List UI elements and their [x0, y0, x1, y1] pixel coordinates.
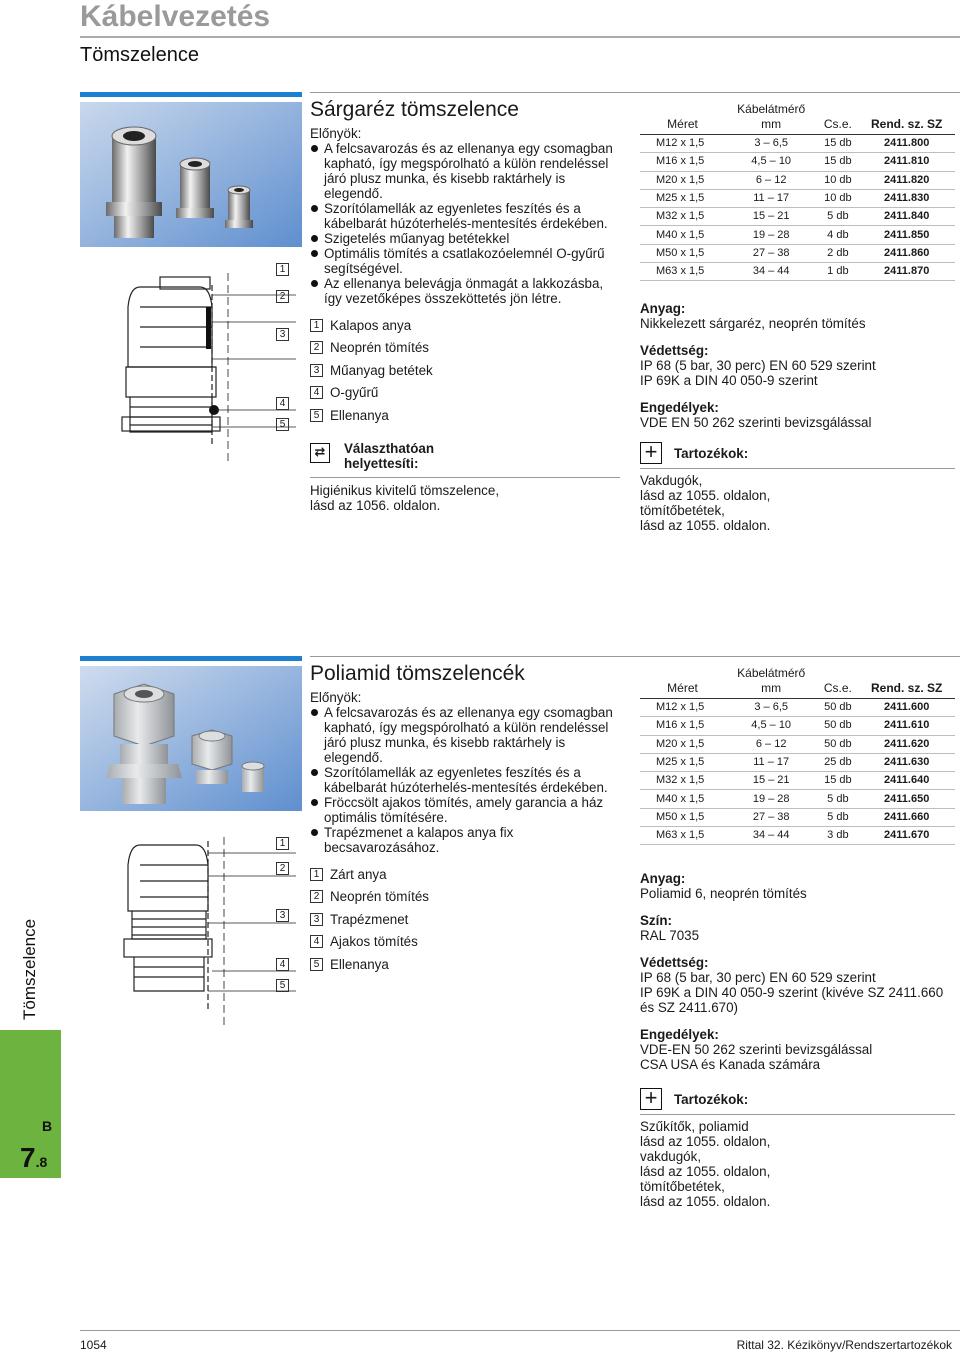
- replacement-block: [310, 441, 620, 471]
- replacement-text-1: Higiénikus kivitelű tömszelence,: [310, 482, 500, 498]
- part-item: [310, 953, 620, 976]
- accessories-header: [640, 439, 955, 469]
- callout-1: 1: [276, 837, 289, 850]
- accessories-label: Tartozékok:: [674, 1091, 749, 1107]
- list-item: Az ellenanya belevágja önmagát a lakkozásba, így vezetőképes összeköttetés jön létre.: [310, 276, 620, 306]
- table-row: M40 x 1,5 19 – 28 4 db 2411.850: [640, 226, 955, 244]
- part-item: [310, 863, 620, 886]
- order-table: [640, 666, 955, 845]
- protection-value: IP 68 (5 bar, 30 perc) EN 60 529 szerint: [640, 358, 876, 374]
- list-item: Szorítólamellák az egyenletes feszítés és a kábelbarát húzóterhelés-mentesítés érdekében.: [310, 201, 620, 231]
- protection-value: IP 68 (5 bar, 30 perc) EN 60 529 szerint: [640, 970, 876, 986]
- section-accent-bar: [80, 92, 302, 97]
- table-row: M32 x 1,5 15 – 21 5 db 2411.840: [640, 208, 955, 226]
- col-cable: Kábelátmérő mm: [725, 666, 817, 699]
- material-label: Anyag:: [640, 871, 686, 887]
- footer-source: Rittal 32. Kézikönyv/Rendszertartozékok: [736, 1338, 952, 1352]
- part-label: Műanyag betétek: [330, 362, 433, 378]
- material-value: Nikkelezett sárgaréz, neoprén tömítés: [640, 316, 866, 332]
- section-brass: [80, 92, 960, 552]
- approvals-label: Engedélyek:: [640, 400, 719, 416]
- material-label: Anyag:: [640, 301, 686, 317]
- section-accent-bar: [80, 656, 302, 661]
- part-label: Ajakos tömítés: [330, 934, 418, 950]
- accessory-line: lásd az 1055. oldalon,: [640, 488, 771, 504]
- color-value: RAL 7035: [640, 928, 700, 944]
- part-label: Trapézmenet: [330, 911, 409, 927]
- part-number: 5: [310, 958, 323, 971]
- accessories-list: [640, 1119, 955, 1209]
- accessory-line: lásd az 1055. oldalon.: [640, 1194, 771, 1210]
- part-item: [310, 886, 620, 909]
- callout-3: 3: [276, 328, 289, 341]
- section-title: Sárgaréz tömszelence: [310, 98, 519, 121]
- protection-label: Védettség:: [640, 343, 709, 359]
- product-photo-polyamide: [80, 666, 302, 811]
- side-tab-letter: B: [42, 1118, 53, 1134]
- callout-4: 4: [276, 958, 289, 971]
- advantages-label: Előnyök:: [310, 690, 362, 705]
- callout-5: 5: [276, 418, 289, 431]
- approvals-value: CSA USA és Kanada számára: [640, 1057, 821, 1073]
- col-order: Rend. sz. SZ: [858, 102, 955, 135]
- callout-5: 5: [276, 979, 289, 992]
- advantages-label: Előnyök:: [310, 126, 362, 141]
- col-order: Rend. sz. SZ: [858, 666, 955, 699]
- section-polyamide: [80, 656, 960, 1216]
- cross-section-drawing-brass: [100, 264, 300, 467]
- list-item: Fröccsölt ajakos tömítés, amely garancia a ház optimális tömítésére.: [310, 795, 620, 825]
- part-item: [310, 404, 620, 427]
- part-item: [310, 337, 620, 360]
- plus-icon: +: [640, 1088, 662, 1110]
- part-item: [310, 314, 620, 337]
- page-title: Kábelvezetés: [80, 0, 271, 33]
- part-item: [310, 908, 620, 931]
- callout-1: 1: [276, 263, 289, 276]
- page-subtitle: Tömszelence: [80, 44, 199, 66]
- section-top-rule: [310, 92, 960, 93]
- section-specs-brass: [640, 102, 955, 533]
- list-item: Optimális tömítés a csatlakozóelemnél O-gyűrű segítségével.: [310, 246, 620, 276]
- part-label: Kalapos anya: [330, 317, 412, 333]
- replacement-label-2: helyettesíti:: [344, 455, 419, 471]
- plus-icon: +: [640, 442, 662, 464]
- part-label: Ellenanya: [330, 407, 389, 423]
- accessory-line: Szűkítők, poliamid: [640, 1119, 749, 1135]
- table-row: M63 x 1,5 34 – 44 1 db 2411.870: [640, 263, 955, 281]
- table-row: M25 x 1,5 11 – 17 10 db 2411.830: [640, 189, 955, 207]
- accessories-header: [640, 1085, 955, 1115]
- color-label: Szín:: [640, 913, 672, 929]
- section-top-rule: [310, 656, 960, 657]
- table-row: M12 x 1,5 3 – 6,5 50 db 2411.600: [640, 699, 955, 717]
- side-tab-number: 7.8: [20, 1142, 48, 1173]
- callout-4: 4: [276, 397, 289, 410]
- advantages-list: [310, 705, 620, 855]
- part-number: 2: [310, 890, 323, 903]
- list-item: Trapézmenet a kalapos anya fix becsavarozásához.: [310, 825, 620, 855]
- part-item: [310, 359, 620, 382]
- part-label: Ellenanya: [330, 956, 389, 972]
- table-row: M25 x 1,5 11 – 17 25 db 2411.630: [640, 753, 955, 771]
- part-number: 1: [310, 319, 323, 332]
- swap-arrows-icon: ⇄: [310, 443, 330, 463]
- protection-value: IP 69K a DIN 40 050-9 szerint: [640, 373, 818, 389]
- table-row: M40 x 1,5 19 – 28 5 db 2411.650: [640, 790, 955, 808]
- accessories-list: [640, 473, 955, 533]
- product-photo-brass: [80, 102, 302, 247]
- footer-rule: [80, 1330, 960, 1331]
- table-row: M12 x 1,5 3 – 6,5 15 db 2411.800: [640, 135, 955, 153]
- accessory-line: lásd az 1055. oldalon,: [640, 1164, 771, 1180]
- list-item: A felcsavarozás és az ellenanya egy csomagban kapható, így megspórolható a külön rendeléssel járó plusz munka, és kisebb raktárhely is elegendő.: [310, 141, 620, 201]
- replacement-label-1: Választhatóan: [344, 440, 435, 456]
- approvals-label: Engedélyek:: [640, 1027, 719, 1043]
- part-number: 4: [310, 386, 323, 399]
- advantages-list: [310, 141, 620, 306]
- part-item: [310, 931, 620, 954]
- part-number: 1: [310, 868, 323, 881]
- callout-2: 2: [276, 290, 289, 303]
- accessory-line: lásd az 1055. oldalon.: [640, 518, 771, 534]
- list-item: A felcsavarozás és az ellenanya egy csomagban kapható, így megspórolható a külön rendeléssel járó plusz munka, és kisebb raktárhely is elegendő.: [310, 705, 620, 765]
- accessory-line: tömítőbetétek,: [640, 503, 725, 519]
- section-description-polyamide: [310, 662, 620, 976]
- protection-value: IP 69K a DIN 40 050-9 szerint (kivéve SZ 2411.660: [640, 985, 944, 1001]
- col-size: Méret: [640, 666, 725, 699]
- table-row: M50 x 1,5 27 – 38 2 db 2411.860: [640, 244, 955, 262]
- table-row: M20 x 1,5 6 – 12 50 db 2411.620: [640, 735, 955, 753]
- part-label: Zárt anya: [330, 866, 387, 882]
- part-number: 5: [310, 409, 323, 422]
- protection-label: Védettség:: [640, 955, 709, 971]
- part-number: 4: [310, 935, 323, 948]
- protection-value: és SZ 2411.670): [640, 1000, 739, 1016]
- table-row: M16 x 1,5 4,5 – 10 15 db 2411.810: [640, 153, 955, 171]
- part-label: Neoprén tömítés: [330, 889, 429, 905]
- col-cable: Kábelátmérő mm: [725, 102, 817, 135]
- approvals-value: VDE-EN 50 262 szerinti bevizsgálással: [640, 1042, 873, 1058]
- header-rule: [80, 36, 960, 38]
- callout-2: 2: [276, 862, 289, 875]
- part-number: 2: [310, 341, 323, 354]
- table-row: M16 x 1,5 4,5 – 10 50 db 2411.610: [640, 717, 955, 735]
- table-row: M63 x 1,5 34 – 44 3 db 2411.670: [640, 827, 955, 845]
- section-specs-polyamide: [640, 666, 955, 1209]
- col-pack: Cs.e.: [817, 102, 858, 135]
- part-number: 3: [310, 913, 323, 926]
- accessory-line: tömítőbetétek,: [640, 1179, 725, 1195]
- parts-legend: [310, 863, 620, 976]
- section-description-brass: [310, 98, 620, 513]
- table-row: M20 x 1,5 6 – 12 10 db 2411.820: [640, 171, 955, 189]
- callout-3: 3: [276, 909, 289, 922]
- list-item: Szorítólamellák az egyenletes feszítés és a kábelbarát húzóterhelés-mentesítés érdekében.: [310, 765, 620, 795]
- side-tab-label: Tömszelence: [20, 918, 39, 1020]
- list-item: Szigetelés műanyag betétekkel: [310, 231, 620, 246]
- col-size: Méret: [640, 102, 725, 135]
- replacement-text-2: lásd az 1056. oldalon.: [310, 497, 441, 513]
- order-table: [640, 102, 955, 281]
- part-label: Neoprén tömítés: [330, 340, 429, 356]
- parts-legend: [310, 314, 620, 427]
- col-pack: Cs.e.: [817, 666, 858, 699]
- accessory-line: lásd az 1055. oldalon,: [640, 1134, 771, 1150]
- table-row: M50 x 1,5 27 – 38 5 db 2411.660: [640, 808, 955, 826]
- part-item: [310, 382, 620, 405]
- material-value: Poliamid 6, neoprén tömítés: [640, 886, 807, 902]
- section-title: Poliamid tömszelencék: [310, 662, 525, 685]
- accessories-label: Tartozékok:: [674, 445, 749, 461]
- part-number: 3: [310, 364, 323, 377]
- part-label: O-gyűrű: [330, 385, 379, 401]
- approvals-value: VDE EN 50 262 szerinti bevizsgálással: [640, 415, 872, 431]
- accessory-line: Vakdugók,: [640, 473, 703, 489]
- accessory-line: vakdugók,: [640, 1149, 702, 1165]
- table-row: M32 x 1,5 15 – 21 15 db 2411.640: [640, 772, 955, 790]
- replacement-rule: [310, 477, 620, 478]
- page-number: 1054: [80, 1338, 107, 1352]
- cross-section-drawing-polyamide: [100, 831, 300, 1031]
